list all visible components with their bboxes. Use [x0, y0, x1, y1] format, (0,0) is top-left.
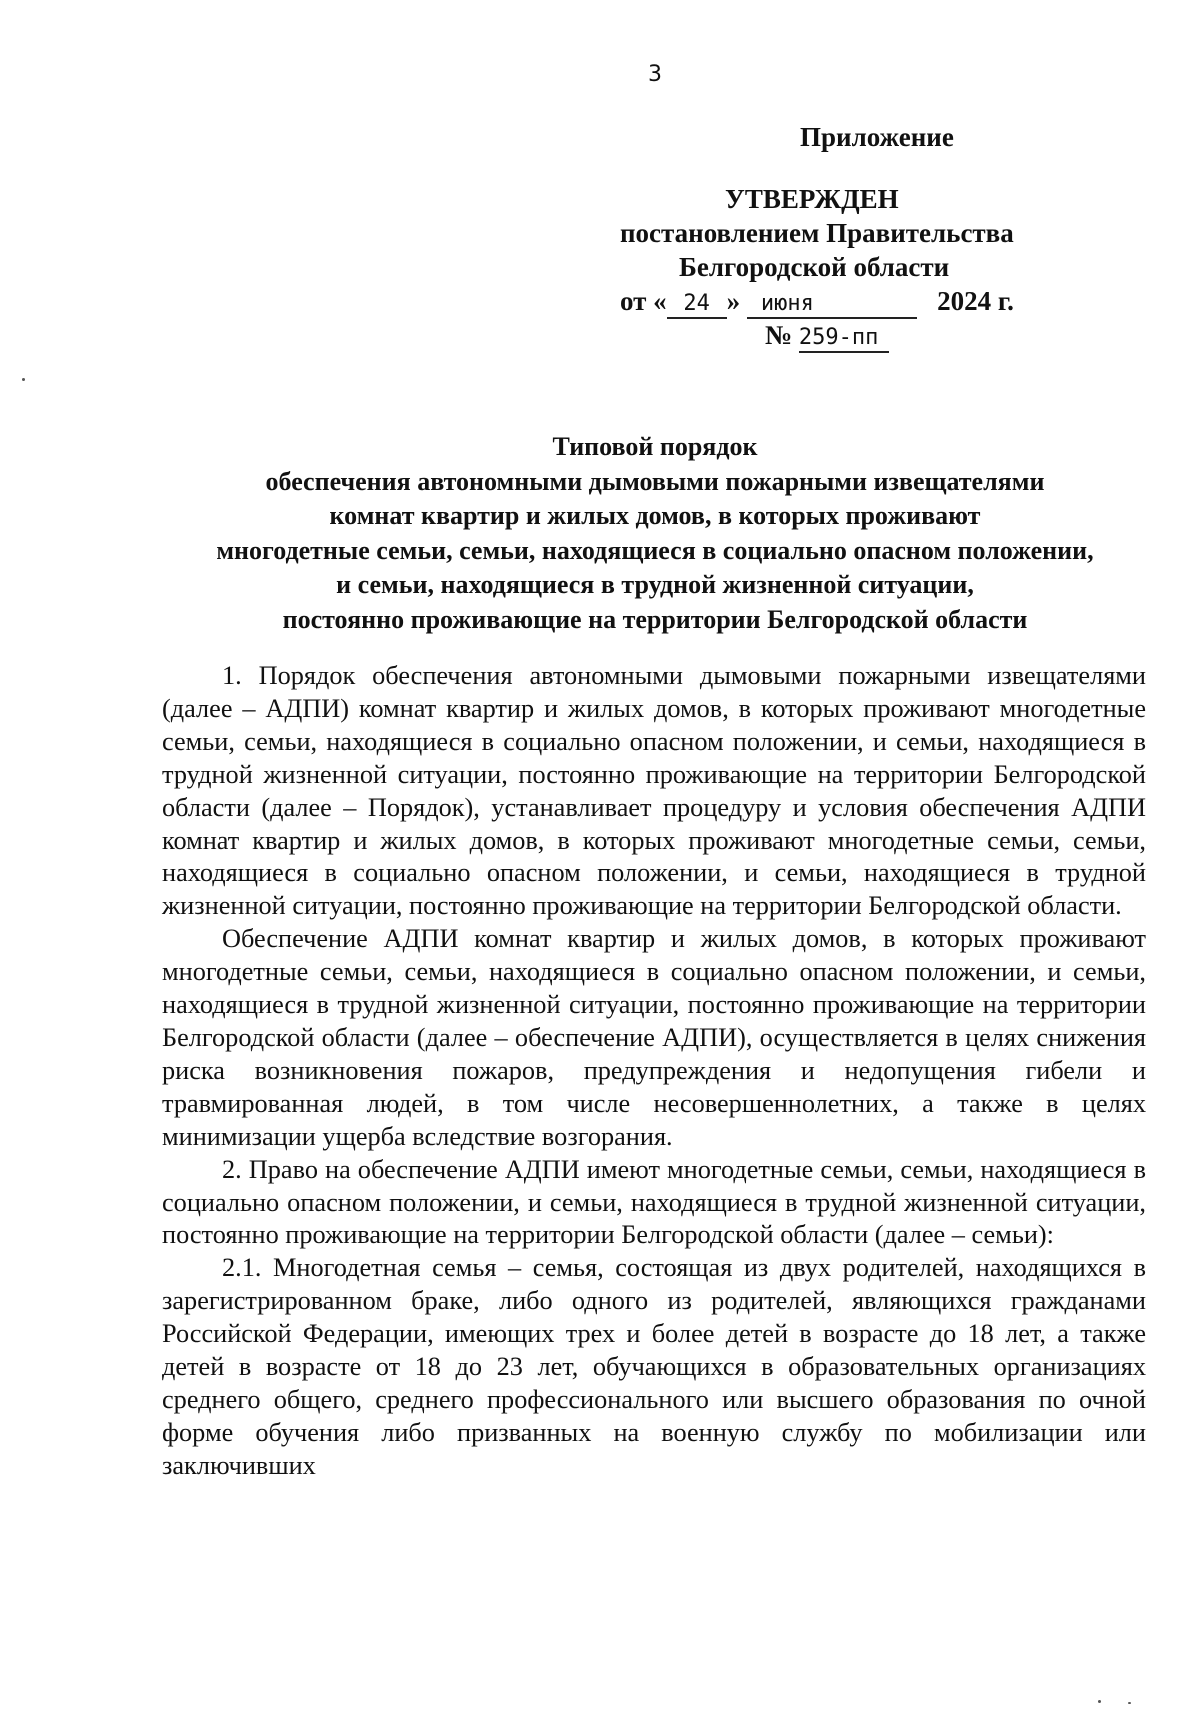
number-line [765, 318, 889, 353]
document-body [162, 660, 1146, 1483]
date-month: июня [747, 291, 917, 319]
scan-artifact [1098, 1700, 1101, 1703]
number-prefix: № [765, 320, 793, 350]
title-line: Типовой порядок [552, 432, 758, 461]
page-number: 3 [648, 62, 662, 87]
date-day: 24 [667, 291, 727, 319]
paragraph-1: 1. Порядок обеспечения автономными дымовыми пожарными извещателями (далее – АДПИ) комнат квартир и жилых домов, в которых проживают многодетные семьи, семьи, находящиеся в социально опасном положении, и семьи, находящиеся в трудной жизненной ситуации, постоянно проживающие на территории Белгородской области (далее – Порядок), устанавливает процедуру и условия обеспечения АДПИ комнат квартир и жилых домов, в которых проживают многодетные семьи, семьи, находящиеся в социально опасном положении, и семьи, находящиеся в трудной жизненной ситуации, постоянно проживающие на территории Белгородской области. [162, 661, 1146, 921]
date-line [620, 284, 1100, 319]
date-mid: » [726, 286, 741, 316]
title-line: комнат квартир и жилых домов, в которых проживают [329, 501, 981, 530]
region-line: Белгородской области [679, 252, 950, 282]
approved-label: УТВЕРЖДЕН [725, 184, 899, 214]
date-prefix: от « [620, 286, 667, 316]
decree-number: 259-пп [799, 325, 889, 353]
document-title [150, 430, 1160, 637]
paragraph-2: Обеспечение АДПИ комнат квартир и жилых домов, в которых проживают многодетные семьи, семьи, находящиеся в социально опасном положении, и семьи, находящиеся в трудной жизненной ситуации, постоянно проживающие на территории Белгородской области (далее – обеспечение АДПИ), осуществляется в целях снижения риска возникновения пожаров, предупреждения и недопущения гибели и травмированная людей, в том числе несовершеннолетних, а также в целях минимизации ущерба вследствие возгорания. [162, 924, 1146, 1151]
title-line: обеспечения автономными дымовыми пожарными извещателями [265, 466, 1045, 496]
decree-line: постановлением Правительства [620, 218, 1014, 248]
appendix-label: Приложение [800, 122, 954, 152]
title-line: и семьи, находящиеся в трудной жизненной ситуации, [336, 570, 974, 599]
paragraph-4: 2.1. Многодетная семья – семья, состоящая из двух родителей, находящихся в зарегистрированном браке, либо одного из родителей, являющихся гражданами Российской Федерации, имеющих трех и более детей в возрасте до 18 лет, а также детей в возрасте от 18 до 23 лет, обучающихся в образовательных организациях среднего общего, среднего профессионального или высшего образования по очной форме обучения либо призванных на военную службу по мобилизации или заключивших [162, 1253, 1146, 1480]
scan-artifact [22, 378, 25, 381]
date-year: 2024 г. [937, 286, 1014, 316]
title-line: многодетные семьи, семьи, находящиеся в социально опасном положении, [216, 535, 1094, 565]
scan-artifact [1128, 1702, 1131, 1704]
title-line: постоянно проживающие на территории Белгородской области [282, 604, 1028, 634]
paragraph-3: 2. Право на обеспечение АДПИ имеют многодетные семьи, семьи, находящиеся в социально опасном положении, и семьи, находящиеся в трудной жизненной ситуации, постоянно проживающие на территории Белгородской области (далее – семьи): [162, 1154, 1146, 1250]
